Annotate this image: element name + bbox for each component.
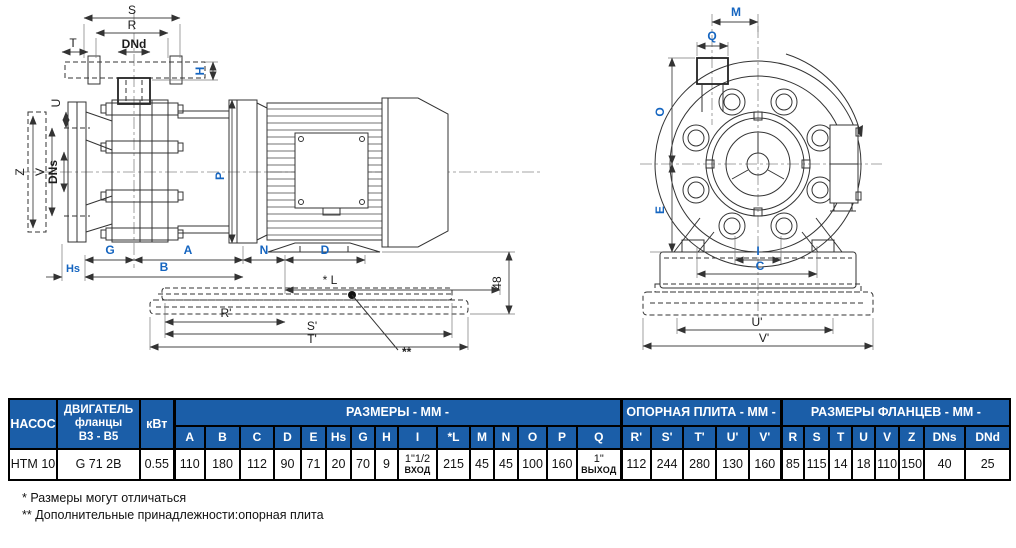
dim-label-d: D xyxy=(320,243,330,257)
cell-d: 90 xyxy=(274,449,301,480)
dim-label-v: V xyxy=(33,167,47,177)
dim-label-h: H xyxy=(193,66,207,76)
cell-n: 45 xyxy=(494,449,518,480)
dim-label-r: R xyxy=(127,18,137,32)
data-row xyxy=(9,449,1010,480)
cell-e: 71 xyxy=(301,449,326,480)
cell-s-plate: 244 xyxy=(651,449,683,480)
note-marker: ** xyxy=(402,345,412,359)
col-header-i: I xyxy=(398,426,437,449)
dim-label-v-plate: V' xyxy=(758,331,770,345)
cell-c: 112 xyxy=(240,449,274,480)
cell-i-inlet xyxy=(398,449,437,480)
dim-label-l: * L xyxy=(322,273,338,287)
col-header-g: G xyxy=(351,426,375,449)
cell-u: 18 xyxy=(852,449,875,480)
col-header-z: Z xyxy=(899,426,924,449)
dim-label-b: B xyxy=(159,260,169,274)
dim-label-s: S xyxy=(127,3,137,17)
cell-v: 110 xyxy=(875,449,899,480)
dim-label-u-plate: U' xyxy=(751,315,763,329)
cell-z: 150 xyxy=(899,449,924,480)
header-motor xyxy=(57,399,140,449)
dim-label-o: O xyxy=(653,107,667,117)
dim-label-a: A xyxy=(183,243,193,257)
col-header-t-plate: T' xyxy=(683,426,716,449)
cell-r-plate: 112 xyxy=(621,449,651,480)
tie-bolt xyxy=(101,190,183,202)
side-view xyxy=(13,3,540,359)
cell-g: 70 xyxy=(351,449,375,480)
col-header-s: S xyxy=(804,426,829,449)
terminal-box xyxy=(830,125,861,211)
dim-label-q: Q xyxy=(707,29,717,43)
header-pump: НАСОС xyxy=(9,399,57,449)
col-header-hs: Hs xyxy=(326,426,351,449)
dim-label-dnd: DNd xyxy=(121,37,147,51)
dim-label-t: T xyxy=(69,36,77,50)
col-header-dns: DNs xyxy=(924,426,965,449)
col-header-o: O xyxy=(518,426,547,449)
header-group-sizes: РАЗМЕРЫ - ММ - xyxy=(174,399,621,426)
col-header-v: V xyxy=(875,426,899,449)
dim-label-u: U xyxy=(49,98,63,108)
col-header-l: *L xyxy=(437,426,470,449)
dim-label-m: M xyxy=(731,5,741,19)
dim-label-p: P xyxy=(213,171,227,181)
front-view xyxy=(640,5,882,350)
dim-label-c: C xyxy=(755,259,765,273)
col-header-n: N xyxy=(494,426,518,449)
col-header-s-plate: S' xyxy=(651,426,683,449)
motor-nameplate xyxy=(295,133,368,208)
cell-motor: G 71 2B xyxy=(57,449,140,480)
footnotes xyxy=(22,491,324,525)
header-group-flanges: РАЗМЕРЫ ФЛАНЦЕВ - ММ - xyxy=(781,399,1010,426)
header-group-plate: ОПОРНАЯ ПЛИТА - ММ - xyxy=(621,399,781,426)
col-header-d: D xyxy=(274,426,301,449)
cell-t-plate: 280 xyxy=(683,449,716,480)
col-header-e: E xyxy=(301,426,326,449)
outlet-label: ВЫХОД xyxy=(581,464,617,475)
col-header-p: P xyxy=(547,426,577,449)
dim-label-t-plate: T' xyxy=(307,332,317,346)
cell-hs: 20 xyxy=(326,449,351,480)
motor xyxy=(229,98,448,252)
header-motor-line1: ДВИГАТЕЛЬ xyxy=(63,404,134,417)
cell-h: 9 xyxy=(375,449,398,480)
footnote-2: ** Дополнительные принадлежности:опорная плита xyxy=(22,508,324,522)
dim-label-g: G xyxy=(105,243,115,257)
col-header-q: Q xyxy=(577,426,621,449)
cell-p: 160 xyxy=(547,449,577,480)
cell-u-plate: 130 xyxy=(716,449,749,480)
col-header-u-plate: U' xyxy=(716,426,749,449)
cell-kw: 0.55 xyxy=(140,449,174,480)
dim-label-s-plate: S' xyxy=(306,319,318,333)
col-header-r: R xyxy=(781,426,804,449)
cell-a: 110 xyxy=(174,449,205,480)
dim-label-48: 48 xyxy=(490,276,504,290)
dim-label-i: I xyxy=(756,244,760,258)
tie-bolt xyxy=(101,141,183,153)
cell-l: 215 xyxy=(437,449,470,480)
cell-s: 115 xyxy=(804,449,829,480)
cell-r: 85 xyxy=(781,449,804,480)
tie-bolt xyxy=(101,228,183,240)
dim-label-dns: DNs xyxy=(46,159,60,185)
spec-table xyxy=(8,398,1011,481)
col-header-b: B xyxy=(205,426,240,449)
suction-flange-dimensions xyxy=(13,99,66,228)
fan-cover xyxy=(382,98,448,247)
col-header-m: M xyxy=(470,426,494,449)
cell-b: 180 xyxy=(205,449,240,480)
outlet-size: 1" xyxy=(593,453,604,465)
col-header-c: C xyxy=(240,426,274,449)
cell-dns: 40 xyxy=(924,449,965,480)
cell-o: 100 xyxy=(518,449,547,480)
discharge-port xyxy=(697,58,728,112)
dim-label-z: Z xyxy=(13,168,27,176)
top-flange-dimensions xyxy=(62,3,218,80)
pump-body xyxy=(101,100,229,242)
cell-q-outlet xyxy=(577,449,621,480)
dim-label-e: E xyxy=(653,205,667,215)
col-header-t: T xyxy=(829,426,852,449)
col-header-dnd: DNd xyxy=(965,426,1010,449)
dim-label-r-plate: R' xyxy=(220,306,232,320)
footnote-1: * Размеры могут отличаться xyxy=(22,491,187,505)
header-motor-line2: фланцы xyxy=(74,417,123,430)
header-kw: кВт xyxy=(140,399,174,449)
cell-dnd: 25 xyxy=(965,449,1010,480)
dim-label-n: N xyxy=(259,243,269,257)
col-header-u: U xyxy=(852,426,875,449)
cell-t: 14 xyxy=(829,449,852,480)
dim-label-hs: Hs xyxy=(65,263,81,275)
cell-v-plate: 160 xyxy=(749,449,781,480)
col-header-r-plate: R' xyxy=(621,426,651,449)
col-header-v-plate: V' xyxy=(749,426,781,449)
header-motor-line3: В3 - В5 xyxy=(78,430,119,443)
cell-m: 45 xyxy=(470,449,494,480)
inlet-label: ВХОД xyxy=(404,464,431,475)
cell-pump-model: HTM 10 xyxy=(9,449,57,480)
col-header-h: H xyxy=(375,426,398,449)
col-header-a: A xyxy=(174,426,205,449)
inlet-size: 1"1/2 xyxy=(404,453,431,465)
